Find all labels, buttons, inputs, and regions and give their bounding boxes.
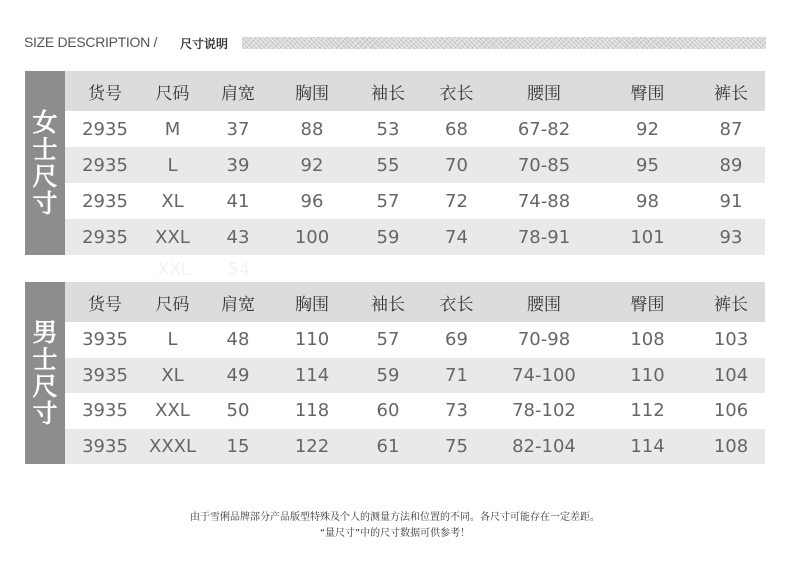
cell-chest: 92: [300, 154, 324, 176]
column-header-trouser-length: 裤长: [714, 83, 748, 104]
table-row: [65, 111, 765, 147]
cell-item-no: 3935: [82, 400, 128, 422]
table-row: [65, 219, 765, 255]
cell-chest: 114: [294, 364, 330, 386]
column-header-length: 衣长: [439, 83, 474, 104]
cell-size: L: [167, 154, 178, 176]
men-size-table: [25, 282, 765, 464]
table-row: [65, 393, 765, 429]
cell-size: XXL: [155, 400, 190, 422]
cell-hip: 95: [636, 154, 659, 176]
footer-note-line-1: 由于雪俐品牌部分产品版型特殊及个人的测量方法和位置的不同。各尺寸可能存在一定差距。: [190, 512, 600, 523]
cell-sleeve: 55: [376, 154, 400, 176]
cell-trouser-length: 106: [713, 400, 749, 422]
cell-item-no: 2935: [82, 154, 128, 176]
cell-chest: 122: [294, 435, 330, 457]
cell-hip: 112: [630, 400, 665, 422]
cell-sleeve: 53: [376, 118, 400, 140]
side-char: 寸: [32, 189, 58, 218]
cell-length: 71: [445, 364, 468, 386]
men-side-label: [25, 282, 65, 464]
cell-shoulder: 49: [226, 364, 250, 386]
cell-item-no: 3935: [82, 364, 128, 386]
side-char: 男: [32, 318, 58, 347]
cell-trouser-length: 104: [713, 364, 749, 386]
cell-waist: 70-85: [517, 154, 571, 176]
cell-item-no: 2935: [82, 118, 128, 140]
cell-chest: 118: [294, 400, 330, 422]
cell-length: 68: [445, 118, 468, 140]
footer-note-line-2: “量尺寸”中的尺寸数据可供参考！: [319, 528, 471, 539]
cell-item-no: 2935: [82, 226, 128, 248]
table-row: [65, 358, 765, 394]
cell-sleeve: 59: [376, 364, 400, 386]
title-english: SIZE DESCRIPTION /: [24, 34, 158, 50]
table-row: [65, 429, 765, 465]
column-header-item-no: 货号: [88, 83, 122, 104]
cell-hip: 92: [636, 118, 659, 140]
column-header-item-no: 货号: [88, 294, 122, 315]
column-header-trouser-length: 裤长: [714, 294, 748, 315]
cell-size: M: [164, 118, 181, 140]
side-char: 士: [32, 345, 58, 374]
cell-size: L: [167, 329, 178, 351]
table-row: [65, 183, 765, 219]
cell-hip: 98: [636, 190, 659, 212]
cell-sleeve: 57: [376, 329, 400, 351]
column-header-chest: 胸围: [295, 83, 329, 104]
side-char: 女: [32, 108, 58, 137]
column-header-sleeve: 袖长: [371, 294, 405, 315]
cell-sleeve: 59: [376, 226, 400, 248]
table-header-row: [65, 282, 765, 322]
cell-waist: 78-91: [517, 226, 571, 248]
cell-length: 75: [445, 435, 468, 457]
cell-chest: 88: [300, 118, 324, 140]
column-header-hip: 臀围: [630, 83, 665, 104]
cell-trouser-length: 87: [719, 118, 743, 140]
cell-item-no: 3935: [82, 329, 128, 351]
cell-hip: 108: [630, 329, 665, 351]
side-char: 尺: [32, 162, 58, 191]
column-header-hip: 臀围: [630, 294, 665, 315]
table-header-row: [65, 71, 765, 111]
table-row: [65, 322, 765, 358]
cell-shoulder: 39: [226, 154, 250, 176]
column-header-shoulder: 肩宽: [221, 83, 255, 104]
cell-size: XL: [161, 190, 184, 212]
cell-shoulder: 37: [226, 118, 250, 140]
cell-chest: 100: [294, 226, 330, 248]
cell-hip: 110: [630, 364, 665, 386]
cell-length: 74: [445, 226, 468, 248]
column-header-waist: 腰围: [527, 83, 561, 104]
column-header-shoulder: 肩宽: [221, 294, 255, 315]
cell-shoulder: 15: [226, 435, 250, 457]
cell-length: 72: [445, 190, 468, 212]
cell-size: XXXL: [148, 435, 197, 457]
size-description-header: [24, 34, 766, 52]
column-header-waist: 腰围: [527, 294, 561, 315]
column-header-size: 尺码: [155, 294, 190, 315]
women-side-label: [25, 71, 65, 255]
title-chinese: 尺寸说明: [180, 37, 229, 51]
cell-sleeve: 60: [376, 400, 400, 422]
cell-waist: 70-98: [517, 329, 571, 351]
cell-hip: 101: [630, 226, 665, 248]
cell-length: 70: [445, 154, 468, 176]
cell-trouser-length: 103: [713, 329, 749, 351]
cell-waist: 82-104: [512, 435, 576, 457]
column-header-size: 尺码: [155, 83, 190, 104]
cell-length: 69: [445, 329, 468, 351]
side-char: 寸: [32, 399, 58, 428]
cell-chest: 96: [300, 190, 324, 212]
column-header-chest: 胸围: [295, 294, 329, 315]
women-size-table: [25, 71, 765, 255]
column-header-sleeve: 袖长: [371, 83, 405, 104]
cell-sleeve: 61: [376, 435, 400, 457]
decorative-texture-bar: [242, 37, 766, 49]
cell-item-no: 2935: [82, 190, 128, 212]
cell-shoulder: 50: [226, 400, 250, 422]
cell-trouser-length: 91: [719, 190, 743, 212]
side-char: 尺: [32, 372, 58, 401]
side-char: 士: [32, 135, 58, 164]
cell-trouser-length: 89: [719, 154, 743, 176]
cell-waist: 67-82: [517, 118, 571, 140]
cell-waist: 74-88: [517, 190, 571, 212]
column-header-length: 衣长: [439, 294, 474, 315]
table-row: [65, 147, 765, 183]
cell-trouser-length: 93: [719, 226, 743, 248]
cell-size: XXL: [155, 226, 190, 248]
cell-sleeve: 57: [376, 190, 400, 212]
cell-size: XL: [161, 364, 184, 386]
cell-waist: 78-102: [512, 400, 576, 422]
cell-chest: 110: [294, 329, 330, 351]
cell-waist: 74-100: [512, 364, 576, 386]
cell-shoulder: 43: [226, 226, 250, 248]
cell-hip: 114: [630, 435, 665, 457]
cell-shoulder: 41: [226, 190, 250, 212]
faded-row-shoulder: 54: [228, 260, 250, 280]
faded-row-size: XXL: [157, 260, 191, 280]
cell-trouser-length: 108: [713, 435, 749, 457]
cell-item-no: 3935: [82, 435, 128, 457]
cell-shoulder: 48: [226, 329, 250, 351]
cell-length: 73: [445, 400, 468, 422]
